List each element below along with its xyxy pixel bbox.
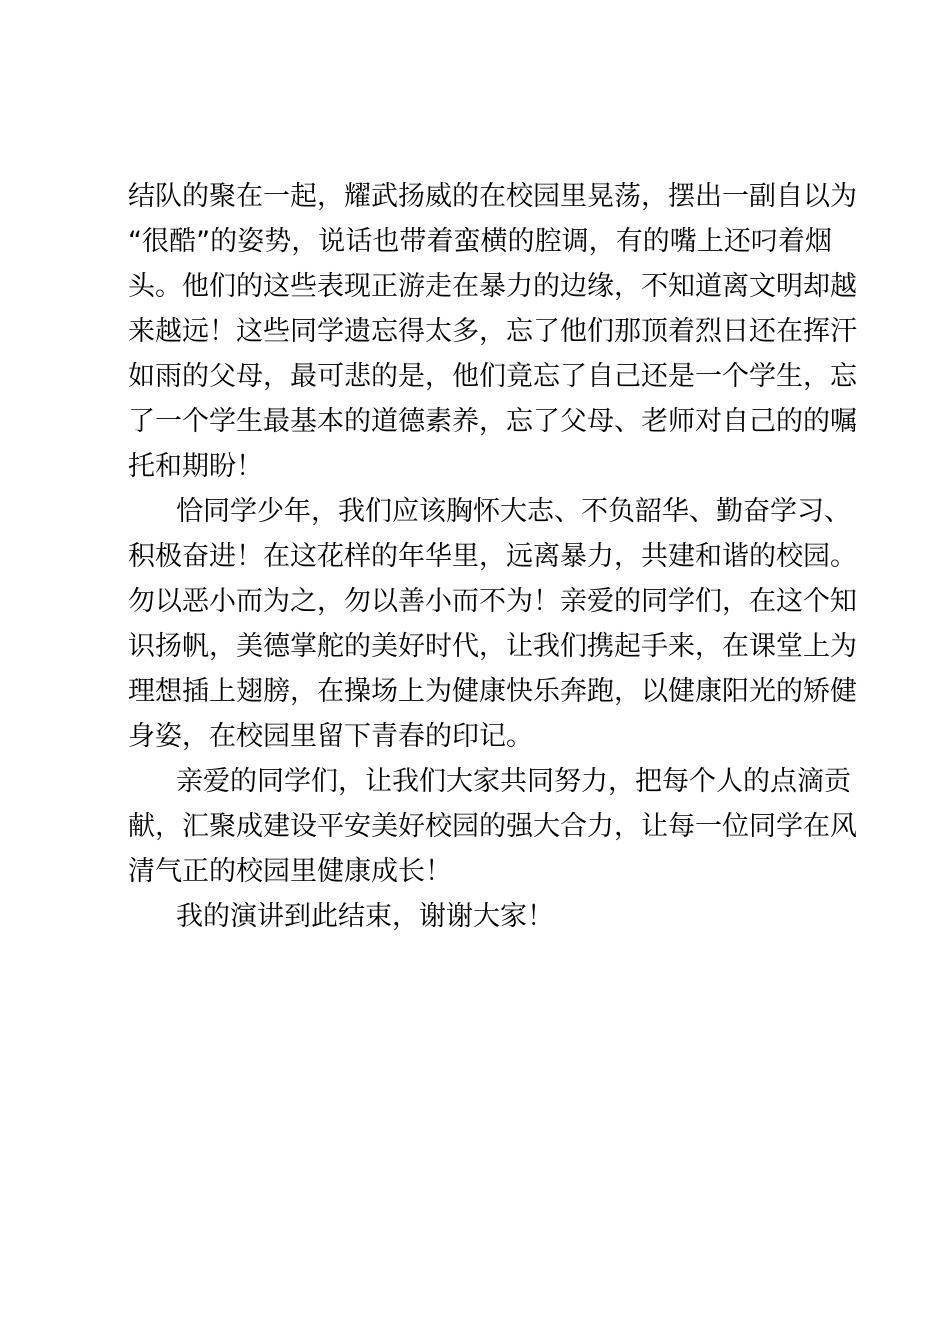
paragraph-1-line-5: 如雨的父母，最可悲的是，他们竟忘了自己还是一个学生，忘 bbox=[128, 361, 857, 392]
paragraph-1-line-2: “很酷”的姿势，说话也带着蛮横的腔调，有的嘴上还叼着烟 bbox=[128, 226, 832, 257]
paragraph-2-line-5: 理想插上翅膀，在操场上为健康快乐奔跑，以健康阳光的矫健 bbox=[128, 676, 857, 707]
paragraph-2-line-1: 恰同学少年，我们应该胸怀大志、不负韶华、勤奋学习、 bbox=[176, 496, 851, 527]
paragraph-1-line-6: 了一个学生最基本的道德素养，忘了父母、老师对自己的的嘱 bbox=[128, 406, 857, 437]
paragraph-2-line-3: 勿以恶小而为之，勿以善小而不为！亲爱的同学们，在这个知 bbox=[128, 586, 857, 617]
paragraph-2-line-4: 识扬帆，美德掌舵的美好时代，让我们携起手来，在课堂上为 bbox=[128, 631, 857, 662]
paragraph-2-line-2: 积极奋进！在这花样的年华里，远离暴力，共建和谐的校园。 bbox=[128, 541, 857, 572]
paragraph-3-line-3: 清气正的校园里健康成长！ bbox=[128, 856, 452, 887]
paragraph-1-line-3: 头。他们的这些表现正游走在暴力的边缘，不知道离文明却越 bbox=[128, 271, 857, 302]
paragraph-1-line-1: 结队的聚在一起，耀武扬威的在校园里晃荡，摆出一副自以为 bbox=[128, 181, 857, 212]
paragraph-3-line-1: 亲爱的同学们，让我们大家共同努力，把每个人的点滴贡 bbox=[176, 766, 851, 797]
paragraph-1-line-4: 来越远！这些同学遗忘得太多，忘了他们那顶着烈日还在挥汗 bbox=[128, 316, 857, 347]
paragraph-1-line-7: 托和期盼！ bbox=[128, 451, 263, 482]
paragraph-3-line-2: 献，汇聚成建设平安美好校园的强大合力，让每一位同学在风 bbox=[128, 811, 857, 842]
paragraph-4-line-1: 我的演讲到此结束，谢谢大家！ bbox=[176, 901, 554, 932]
paragraph-2-line-6: 身姿，在校园里留下青春的印记。 bbox=[128, 721, 533, 752]
